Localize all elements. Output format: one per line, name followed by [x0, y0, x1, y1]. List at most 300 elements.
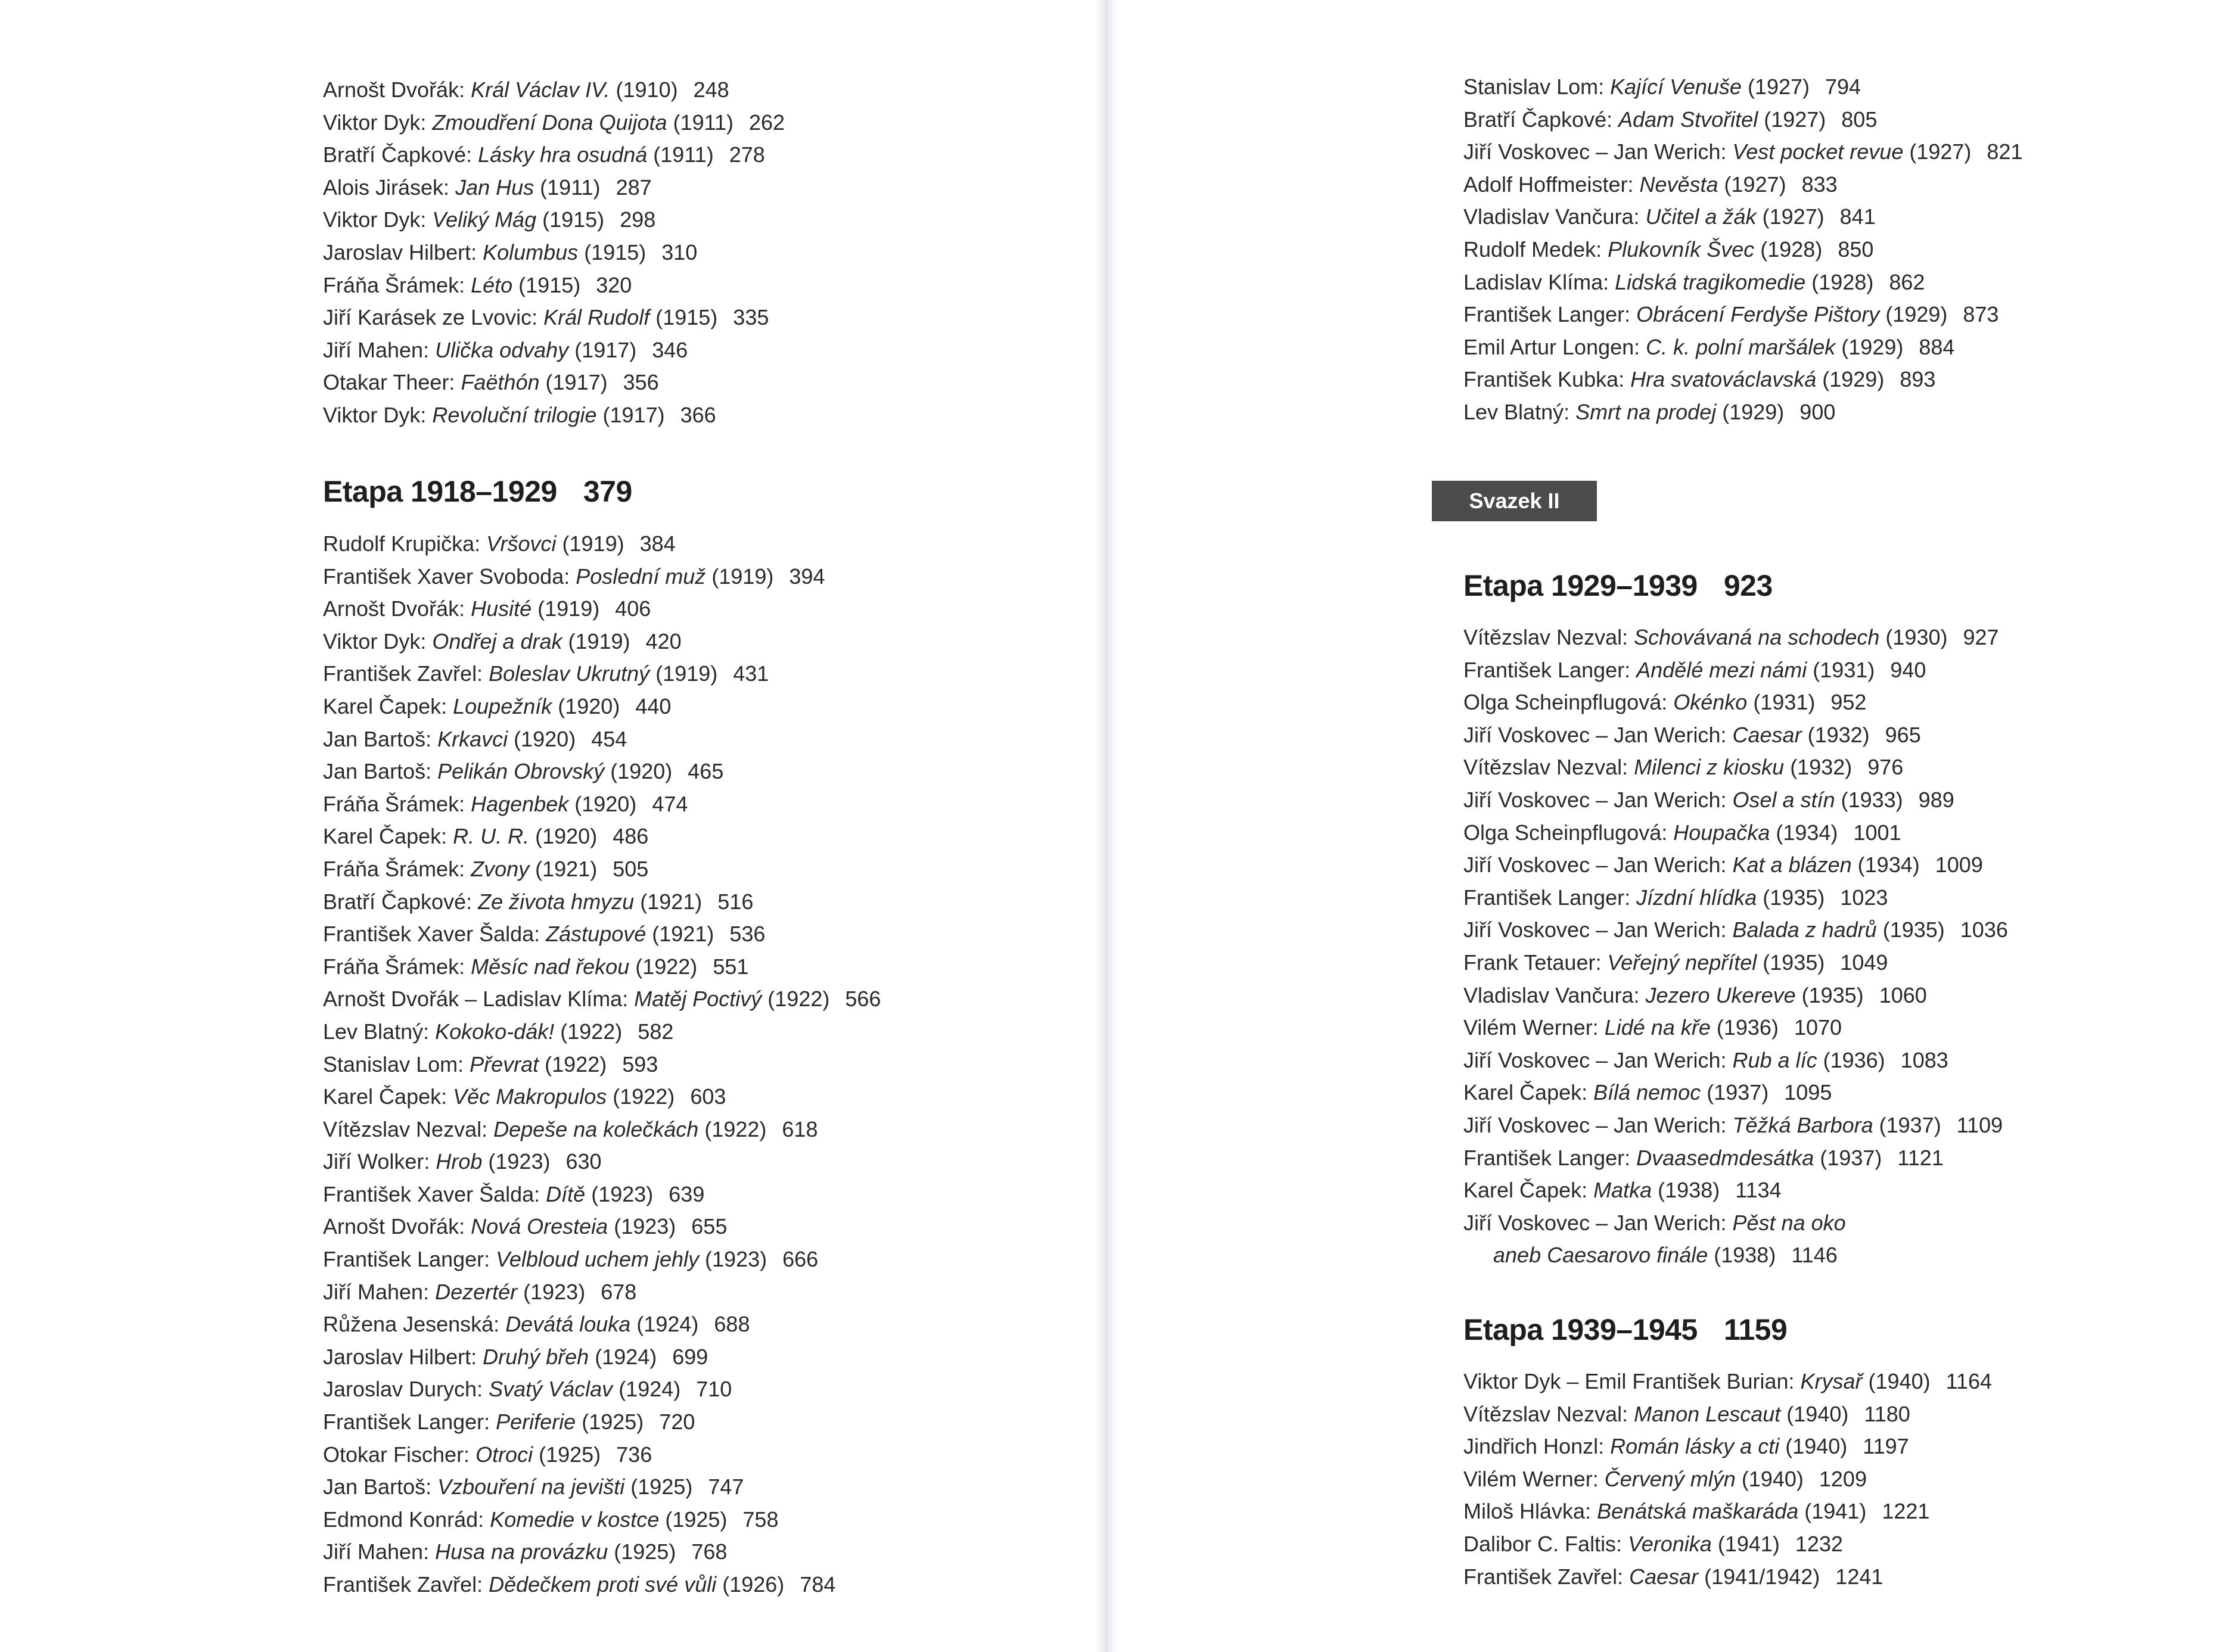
entry-year: (1924) — [589, 1344, 657, 1369]
toc-entry — [1463, 136, 2023, 169]
entry-author: Olga Scheinpflugová: — [1463, 690, 1674, 715]
entry-author: Karel Čapek: — [323, 1084, 453, 1109]
entry-page-number: 384 — [639, 531, 676, 556]
entry-title: Převrat — [470, 1051, 539, 1077]
entry-page-number: 873 — [1963, 302, 1999, 327]
book-gutter — [1095, 0, 1118, 1652]
entry-year: (1920) — [529, 824, 598, 849]
entry-page-number: 965 — [1885, 722, 1921, 747]
entry-author: Vítězslav Nezval: — [1463, 755, 1634, 780]
entry-author: František Xaver Šalda: — [323, 1181, 546, 1206]
entry-title: Pelikán Obrovský — [437, 759, 605, 784]
entry-page-number: 666 — [782, 1247, 819, 1272]
toc-entry — [323, 139, 785, 172]
entry-title: Loupežník — [453, 693, 552, 718]
entry-title: Manon Lescaut — [1634, 1401, 1781, 1426]
toc-entry — [1463, 817, 2008, 850]
entry-page-number: 320 — [596, 272, 632, 297]
entry-page-number: 593 — [622, 1051, 658, 1077]
entry-page-number: 248 — [693, 77, 729, 102]
entry-title: Matěj Poctivý — [634, 987, 762, 1012]
entry-year: (1935) — [1757, 885, 1825, 910]
entry-year: (1915) — [578, 239, 647, 265]
entry-title: Druhý břeh — [483, 1344, 589, 1369]
toc-entry — [323, 1016, 881, 1049]
toc-entry — [1463, 849, 2008, 882]
entry-page-number: 420 — [645, 629, 682, 654]
entry-author: Arnošt Dvořák: — [323, 596, 471, 621]
entry-year: (1941/1942) — [1698, 1564, 1820, 1589]
toc-entry — [1463, 1207, 2008, 1240]
entry-author: Karel Čapek: — [1463, 1080, 1594, 1105]
entry-page-number: 618 — [782, 1116, 818, 1141]
entry-page-number: 298 — [620, 207, 656, 232]
entry-page-number: 884 — [1919, 334, 1955, 359]
toc-entry — [1463, 1239, 2008, 1272]
toc-entry — [1463, 882, 2008, 914]
entry-year: (1928) — [1754, 237, 1823, 262]
entry-title: Veřejný nepřítel — [1607, 950, 1757, 975]
entry-page-number: 927 — [1963, 625, 1999, 649]
entry-author: Fráňa Šrámek: — [323, 272, 471, 297]
entry-year: (1930) — [1879, 625, 1948, 649]
toc-entry — [323, 1243, 881, 1276]
entry-author: Jan Bartoš: — [323, 726, 438, 751]
entry-author: František Langer: — [323, 1247, 496, 1272]
toc-entry — [323, 1113, 881, 1146]
entry-year: (1935) — [1876, 917, 1945, 942]
entry-title: Dezertér — [435, 1279, 518, 1304]
entry-author: Ladislav Klíma: — [1463, 269, 1615, 294]
entry-title: Román lásky a cti — [1610, 1434, 1780, 1459]
entry-author: Adolf Hoffmeister: — [1463, 172, 1640, 197]
entry-title: Zvony — [471, 856, 530, 881]
entry-title: Hagenbek — [471, 791, 569, 816]
section-entries-1929-1939 — [1463, 621, 2008, 1272]
entry-author: Jiří Voskovec – Jan Werich: — [1463, 1210, 1733, 1235]
entry-title: Rub a líc — [1732, 1047, 1817, 1072]
entry-year: (1925) — [659, 1507, 728, 1532]
entry-year: (1937) — [1814, 1145, 1882, 1170]
entry-author: Vilém Werner: — [1463, 1466, 1605, 1491]
entry-year: (1929) — [1879, 302, 1948, 327]
entry-page-number: 1095 — [1784, 1080, 1832, 1105]
entry-year: (1925) — [624, 1474, 693, 1499]
entry-page-number: 940 — [1890, 657, 1926, 682]
entry-year: (1938) — [1652, 1178, 1720, 1203]
entry-page-number: 454 — [591, 726, 627, 751]
entry-title: Plukovník Švec — [1608, 237, 1755, 262]
entry-year: (1940) — [1862, 1369, 1931, 1393]
entry-title: Lásky hra osudná — [478, 142, 648, 167]
toc-entry — [1463, 1528, 1992, 1561]
entry-title: Kokoko-dák! — [435, 1019, 555, 1044]
entry-author: František Xaver Šalda: — [323, 922, 546, 947]
entry-author: Jiří Voskovec – Jan Werich: — [1463, 722, 1733, 747]
entry-page-number: 747 — [708, 1474, 744, 1499]
section-title: Etapa 1918–1929 — [323, 475, 557, 508]
entry-page-number: 952 — [1830, 690, 1867, 715]
entry-author: Bratří Čapkové: — [323, 142, 478, 167]
entry-page-number: 900 — [1799, 399, 1836, 424]
toc-entry — [323, 1211, 881, 1243]
entry-author: Fráňa Šrámek: — [323, 954, 471, 979]
entry-year: (1925) — [576, 1410, 644, 1435]
entry-title: Benátská maškaráda — [1597, 1499, 1799, 1524]
entry-page-number: 536 — [729, 922, 766, 947]
entry-page-number: 1146 — [1791, 1243, 1838, 1268]
entry-page-number: 630 — [565, 1149, 602, 1174]
entry-title: Balada z hadrů — [1732, 917, 1877, 942]
entry-year: (1935) — [1795, 982, 1864, 1007]
entry-page-number: 1121 — [1897, 1145, 1944, 1170]
entry-year: (1929) — [1835, 334, 1904, 359]
toc-entry — [323, 690, 881, 723]
entry-year: (1937) — [1701, 1080, 1769, 1105]
toc-entry — [323, 237, 785, 269]
entry-title: Vršovci — [486, 531, 557, 556]
entry-page-number: 1083 — [1900, 1047, 1948, 1072]
entry-title: Boleslav Ukrutný — [489, 661, 650, 686]
entry-year: (1922) — [607, 1084, 675, 1109]
entry-page-number: 465 — [688, 759, 724, 784]
entry-author: Dalibor C. Faltis: — [1463, 1531, 1628, 1556]
entry-page-number: 1036 — [1960, 917, 2008, 942]
toc-entry — [323, 399, 785, 432]
entries-continued — [323, 74, 785, 432]
entry-year: (1919) — [532, 596, 600, 621]
entry-page-number: 784 — [800, 1572, 836, 1597]
entry-year: (1917) — [596, 402, 665, 427]
entry-page-number: 710 — [696, 1377, 732, 1402]
entry-author: Otokar Fischer: — [323, 1442, 476, 1467]
entry-author: František Kubka: — [1463, 367, 1631, 392]
toc-entry — [1463, 104, 2023, 136]
entry-year: (1940) — [1779, 1434, 1848, 1459]
entry-author: Jaroslav Durych: — [323, 1377, 489, 1402]
entry-year: (1933) — [1835, 787, 1903, 812]
entry-author: Viktor Dyk: — [323, 110, 433, 135]
entry-page-number: 768 — [691, 1539, 728, 1564]
entry-page-number: 805 — [1841, 107, 1878, 132]
toc-entry — [1463, 169, 2023, 201]
entry-year: (1920) — [508, 726, 576, 751]
entry-author: Jiří Voskovec – Jan Werich: — [1463, 853, 1733, 878]
entry-year: (1938) — [1708, 1243, 1776, 1268]
entry-page-number: 474 — [652, 791, 688, 816]
entry-author: Emil Artur Longen: — [1463, 334, 1646, 359]
entry-year: (1911) — [647, 142, 714, 167]
toc-entry — [323, 886, 881, 919]
entry-author: Bratří Čapkové: — [1463, 107, 1619, 132]
toc-entry — [1463, 1012, 2008, 1044]
toc-entry — [1463, 654, 2008, 687]
entry-page-number: 1221 — [1882, 1499, 1930, 1524]
entry-author: Viktor Dyk: — [323, 629, 433, 654]
toc-entry — [323, 788, 881, 821]
entry-year: (1941) — [1711, 1531, 1780, 1556]
entry-author: Rudolf Medek: — [1463, 237, 1608, 262]
entry-title: Matka — [1593, 1178, 1652, 1203]
entry-author: Jiří Mahen: — [323, 1539, 436, 1564]
entry-page-number: 639 — [669, 1181, 705, 1206]
entry-author: Viktor Dyk: — [323, 402, 433, 427]
entry-author: Vítězslav Nezval: — [1463, 625, 1634, 649]
entry-author: Jiří Wolker: — [323, 1149, 436, 1174]
toc-entry — [323, 626, 881, 658]
toc-entry — [323, 1049, 881, 1081]
entry-title: Vest pocket revue — [1732, 139, 1904, 164]
entry-author: Jindřich Honzl: — [1463, 1434, 1611, 1459]
entry-title: Měsíc nad řekou — [471, 954, 630, 979]
entry-title: Ze života hmyzu — [478, 889, 635, 914]
entry-page-number: 1197 — [1863, 1434, 1909, 1459]
entry-author: Otakar Theer: — [323, 370, 461, 395]
entry-year: (1932) — [1801, 722, 1870, 747]
entry-title: C. k. polní maršálek — [1646, 334, 1836, 359]
entry-page-number: 1180 — [1864, 1401, 1910, 1426]
entry-title: Poslední muž — [576, 564, 706, 589]
toc-entry — [323, 853, 881, 886]
entry-author: Bratří Čapkové: — [323, 889, 478, 914]
entry-page-number: 655 — [691, 1214, 728, 1239]
entry-author: Vítězslav Nezval: — [1463, 1401, 1634, 1426]
entry-year: (1940) — [1735, 1466, 1804, 1491]
entry-author: Jan Bartoš: — [323, 759, 438, 784]
entry-title: Červený mlýn — [1604, 1466, 1736, 1491]
section-entries-1918-1929 — [323, 528, 881, 1601]
entry-title: Osel a stín — [1732, 787, 1835, 812]
toc-entry — [323, 172, 785, 204]
entry-page-number: 1164 — [1945, 1369, 1993, 1393]
entry-page-number: 1232 — [1795, 1531, 1843, 1556]
entry-title: Krkavci — [437, 726, 508, 751]
toc-entry — [323, 528, 881, 561]
entry-year: (1936) — [1710, 1015, 1779, 1040]
entry-title: Caesar — [1732, 722, 1802, 747]
entry-page-number: 678 — [601, 1279, 637, 1304]
entry-page-number: 1209 — [1819, 1466, 1867, 1491]
entry-page-number: 893 — [1900, 367, 1936, 392]
entry-author: Alois Jirásek: — [323, 175, 456, 200]
entry-page-number: 821 — [1987, 139, 2023, 164]
entry-year: (1919) — [705, 564, 774, 589]
toc-entry — [323, 1471, 881, 1504]
entry-author: Vladislav Vančura: — [1463, 982, 1646, 1007]
toc-entry — [1463, 298, 2023, 331]
entry-year: (1924) — [613, 1377, 681, 1402]
entry-author: Lev Blatný: — [323, 1019, 436, 1044]
toc-entry — [323, 1569, 881, 1601]
toc-entry — [323, 269, 785, 302]
entry-page-number: 833 — [1801, 172, 1838, 197]
entry-year: (1910) — [610, 77, 678, 102]
entry-page-number: 335 — [733, 305, 769, 330]
entry-page-number: 989 — [1918, 787, 1954, 812]
entry-page-number: 841 — [1839, 204, 1876, 229]
entry-year: (1927) — [1718, 172, 1786, 197]
entry-year: (1927) — [1903, 139, 1972, 164]
entry-title: Revoluční trilogie — [432, 402, 597, 427]
toc-entry — [323, 301, 785, 334]
toc-entry — [323, 1276, 881, 1309]
toc-entry — [1463, 1463, 1992, 1496]
toc-entry — [1463, 686, 2008, 719]
toc-entry — [323, 366, 785, 399]
entry-title: Husa na provázku — [435, 1539, 608, 1564]
entry-page-number: 406 — [615, 596, 651, 621]
entry-page-number: 516 — [717, 889, 754, 914]
entry-page-number: 603 — [690, 1084, 726, 1109]
toc-entry — [323, 1536, 881, 1569]
entry-page-number: 1001 — [1853, 820, 1901, 845]
entry-title: Bílá nemoc — [1593, 1080, 1701, 1105]
entry-author: Karel Čapek: — [323, 824, 453, 849]
entry-year: (1922) — [698, 1116, 767, 1141]
section-title: Etapa 1929–1939 — [1463, 569, 1698, 602]
entry-title: Krysař — [1800, 1369, 1863, 1393]
entry-title: Svatý Václav — [489, 1377, 613, 1402]
entry-page-number: 1049 — [1840, 950, 1888, 975]
toc-entry — [1463, 784, 2008, 817]
entry-page-number: 566 — [845, 987, 881, 1012]
toc-entry — [323, 755, 881, 788]
entry-title: aneb Caesarovo finále — [1493, 1243, 1708, 1268]
entry-author: Frank Tetauer: — [1463, 950, 1608, 975]
entry-page-number: 1023 — [1840, 885, 1888, 910]
toc-entry — [323, 1406, 881, 1439]
entry-year: (1919) — [649, 661, 718, 686]
toc-entry — [323, 334, 785, 367]
entry-author: Jiří Voskovec – Jan Werich: — [1463, 787, 1733, 812]
entry-author: Jaroslav Hilbert: — [323, 239, 483, 265]
entry-year: (1923) — [517, 1279, 586, 1304]
entry-title: Zmoudření Dona Quijota — [432, 110, 667, 135]
toc-entry — [1463, 234, 2023, 266]
entry-title: Faëthón — [461, 370, 540, 395]
entry-year: (1923) — [699, 1247, 767, 1272]
entry-year: (1917) — [539, 370, 608, 395]
toc-entry — [323, 1081, 881, 1113]
entry-title: Lidé na kře — [1604, 1015, 1711, 1040]
entry-page-number: 688 — [714, 1312, 750, 1337]
section-entries-1939-1945 — [1463, 1365, 1992, 1593]
entry-year: (1931) — [1807, 657, 1875, 682]
entry-title: Veronika — [1628, 1531, 1712, 1556]
entry-title: Komedie v kostce — [490, 1507, 660, 1532]
toc-entry — [1463, 1109, 2008, 1142]
entry-author: Stanislav Lom: — [323, 1051, 470, 1077]
entry-author: Jiří Voskovec – Jan Werich: — [1463, 1112, 1733, 1137]
entry-page-number: 346 — [652, 337, 688, 362]
entry-year: (1936) — [1817, 1047, 1885, 1072]
entry-page-number: 1109 — [1956, 1112, 2003, 1137]
toc-entry — [1463, 621, 2008, 654]
left-page — [0, 0, 1095, 1652]
toc-entry — [1463, 979, 2008, 1012]
toc-entry — [1463, 1077, 2008, 1109]
entry-author: Jiří Mahen: — [323, 337, 436, 362]
entry-title: Král Rudolf — [543, 305, 650, 330]
entry-author: František Langer: — [1463, 1145, 1637, 1170]
entry-author: Arnošt Dvořák: — [323, 1214, 471, 1239]
entry-author: Arnošt Dvořák – Ladislav Klíma: — [323, 987, 635, 1012]
toc-entry — [1463, 266, 2023, 299]
entry-year: (1920) — [552, 693, 620, 718]
entry-page-number: 794 — [1825, 74, 1861, 99]
toc-entry — [1463, 71, 2023, 104]
toc-entry — [1463, 396, 2023, 429]
entry-title: Vzbouření na jevišti — [437, 1474, 625, 1499]
toc-entry — [323, 74, 785, 107]
entry-year: (1927) — [1741, 74, 1810, 99]
entry-year: (1937) — [1873, 1112, 1941, 1137]
entry-author: Rudolf Krupička: — [323, 531, 487, 556]
entry-year: (1917) — [568, 337, 637, 362]
entry-page-number: 758 — [742, 1507, 779, 1532]
toc-entry — [323, 1146, 881, 1178]
section-page-number: 1159 — [1723, 1313, 1788, 1346]
toc-entry — [1463, 1398, 1992, 1431]
entry-page-number: 394 — [789, 564, 825, 589]
entry-year: (1931) — [1747, 690, 1816, 715]
entry-title: Caesar — [1629, 1564, 1699, 1589]
entry-page-number: 356 — [623, 370, 659, 395]
entry-title: Periferie — [496, 1410, 576, 1435]
entry-author: Jiří Mahen: — [323, 1279, 436, 1304]
entry-author: František Zavřel: — [1463, 1564, 1630, 1589]
entry-title: Milenci z kiosku — [1634, 755, 1785, 780]
toc-entry — [323, 1439, 881, 1471]
toc-entry — [1463, 751, 2008, 784]
toc-entry — [1463, 1365, 1992, 1398]
entry-title: Hra svatováclavská — [1630, 367, 1817, 392]
entry-year: (1934) — [1851, 853, 1920, 878]
entry-title: Jezero Ukereve — [1645, 982, 1796, 1007]
entry-year: (1928) — [1805, 269, 1874, 294]
entry-title: Kající Venuše — [1610, 74, 1742, 99]
entry-author: Fráňa Šrámek: — [323, 791, 471, 816]
entry-title: Nevěsta — [1639, 172, 1718, 197]
entry-title: Smrt na prodej — [1575, 399, 1717, 424]
entry-year: (1915) — [512, 272, 581, 297]
toc-entry — [1463, 1142, 2008, 1175]
entry-author: Vítězslav Nezval: — [323, 1116, 494, 1141]
entry-author: Stanislav Lom: — [1463, 74, 1611, 99]
toc-entry — [1463, 201, 2023, 234]
entry-page-number: 486 — [613, 824, 649, 849]
entry-title: Husité — [471, 596, 532, 621]
entry-year: (1921) — [529, 856, 598, 881]
toc-entry — [1463, 719, 2008, 752]
toc-entry — [1463, 1495, 1992, 1528]
entry-title: Okénko — [1673, 690, 1748, 715]
right-page — [1118, 0, 2213, 1652]
entry-author: Miloš Hlávka: — [1463, 1499, 1597, 1524]
entry-title: Kat a blázen — [1732, 853, 1852, 878]
entry-year: (1911) — [534, 175, 601, 200]
entry-author: Vilém Werner: — [1463, 1015, 1605, 1040]
entry-page-number: 736 — [616, 1442, 652, 1467]
entry-page-number: 1009 — [1935, 853, 1983, 878]
toc-entry — [1463, 1561, 1992, 1594]
entry-title: Veliký Mág — [432, 207, 537, 232]
toc-entry — [323, 561, 881, 593]
entry-page-number: 440 — [635, 693, 672, 718]
entry-page-number: 366 — [680, 402, 716, 427]
entry-author: Fráňa Šrámek: — [323, 856, 471, 881]
entry-author: František Langer: — [1463, 657, 1637, 682]
